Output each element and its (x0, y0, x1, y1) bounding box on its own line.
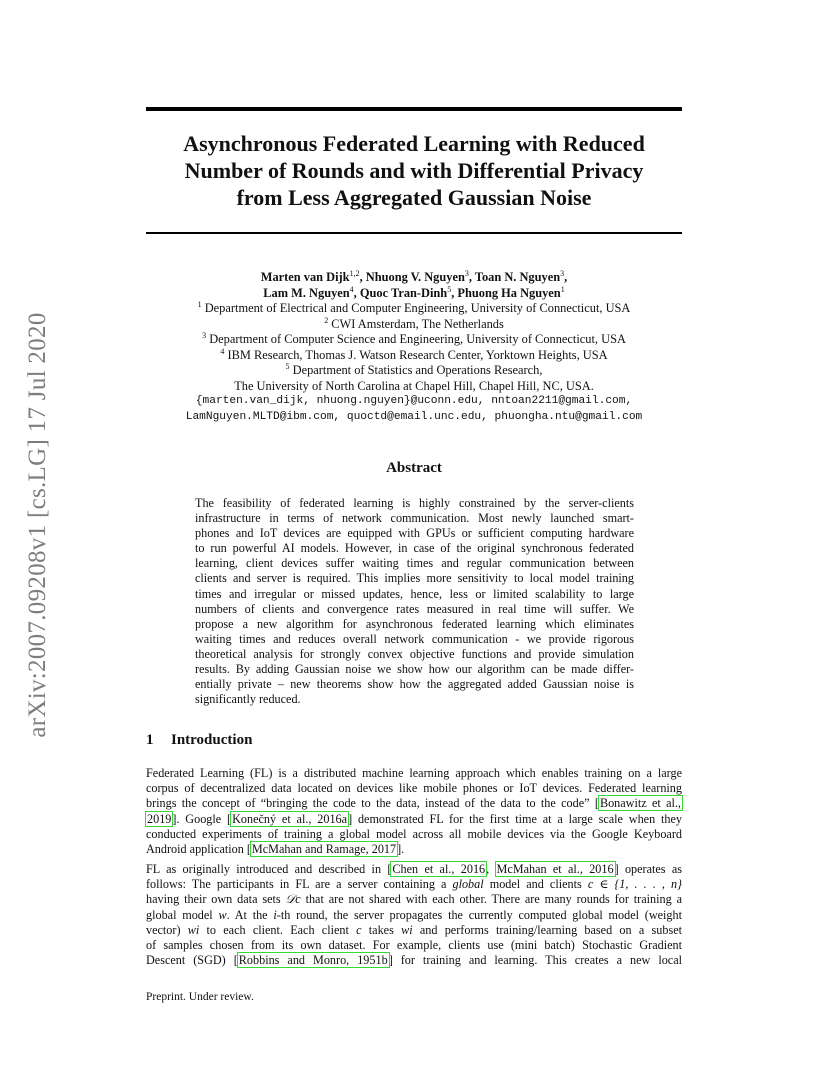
author-block (146, 270, 682, 425)
author-affiliation-mark: 1,2 (349, 268, 360, 278)
affiliation: $^5$ Department of Statistics and Operations Research, (285, 361, 543, 377)
author-name: Lam M. Nguyen (263, 285, 350, 300)
abstract-line: propose a new algorithm for asynchronous federated learning which eliminates (195, 616, 634, 631)
affiliation: $^3$ Department of Computer Science and Engineering, University of Connecticut, USA (202, 330, 626, 346)
citation-link[interactable]: Bonawitz et al., (599, 796, 681, 811)
text-line: FL as originally introduced and described in [Chen et al., 2016, McMahan et al., 2016] operates as (146, 862, 683, 876)
affiliation: $^4$ IBM Research, Thomas J. Watson Research Center, Yorktown Heights, USA (220, 346, 608, 362)
citation-link[interactable]: 2019 (147, 811, 172, 826)
email-line: LamNguyen.MLTD@ibm.com, quoctd@email.unc.edu, phuongha.ntu@gmail.com (185, 410, 643, 423)
abstract-line: phones and IoT devices are equipped with GPUs or sufficient computing hardware (195, 526, 634, 541)
intro-paragraph-1 (146, 766, 682, 857)
title-top-rule (146, 107, 682, 111)
abstract-line: infrastructure in terms of network communication. Most newly launched smart- (195, 511, 634, 526)
author-name: Marten van Dijk (260, 270, 350, 284)
citation-link[interactable]: McMahan et al., 2016 (496, 862, 614, 876)
intro-paragraph-2 (146, 862, 682, 968)
author-name: Nhuong V. Nguyen (365, 270, 465, 284)
author-line: Lam M. Nguyen$^4$, Quoc Tran-Dinh$^5$, Phuong Ha Nguyen$^1$ (263, 284, 565, 300)
abstract-line: theoretical analysis for strongly convex objective functions and provide simulation (195, 646, 634, 661)
abstract-heading: Abstract (386, 460, 442, 476)
author-affiliation-mark: 5 (447, 284, 452, 294)
abstract-line: significantly reduced. (195, 692, 301, 707)
abstract-line: results. By adding Gaussian noise we show how our algorithm can be made differ- (195, 662, 634, 677)
text-line: 2019]. Google [Konečný et al., 2016a] demonstrated FL for the first time at a large scale when they (147, 811, 683, 826)
affiliation-continuation: The University of North Carolina at Chapel Hill, Chapel Hill, NC, USA. (234, 378, 594, 393)
citation-link[interactable]: McMahan and Ramage, 2017 (251, 842, 397, 857)
text-line: vector) wi to each client. Each client c takes wi and performs training/learning based on a subset (146, 922, 682, 937)
author-name: Toan N. Nguyen (474, 270, 561, 284)
text-line: Federated Learning (FL) is a distributed machine learning approach which enables training on a large (146, 766, 682, 780)
abstract-line: learning, client devices suffer waiting times and regular communication between (195, 556, 634, 571)
email-line: {marten.van_dijk, nhuong.nguyen}@uconn.edu, nntoan2211@gmail.com, (195, 395, 633, 407)
text-line: of samples chosen from its own dataset. For example, clients use (mini batch) Stochastic Gradient (146, 938, 682, 953)
section-heading (146, 732, 252, 749)
title-line: Number of Rounds and with Differential Privacy (184, 158, 644, 183)
citation-link[interactable]: Chen et al., 2016 (392, 862, 486, 876)
author-affiliation-mark: 3 (464, 268, 469, 278)
text-line: Descent (SGD) [Robbins and Monro, 1951b] for training and learning. This creates a new local (146, 953, 682, 968)
abstract-line: clients and server is required. This implies more sensitivity to local model training (195, 571, 634, 586)
abstract-body (195, 496, 634, 707)
author-affiliation-mark: 3 (560, 268, 565, 278)
affiliation: $^2$ CWI Amsterdam, The Netherlands (324, 315, 504, 331)
title-line: from Less Aggregated Gaussian Noise (236, 185, 592, 210)
citation-link[interactable]: Robbins and Monro, 1951b (238, 953, 388, 968)
arxiv-identifier: arXiv:2007.09208v1 [cs.LG] 17 Jul 2020 (24, 312, 51, 738)
paper-title (146, 130, 682, 211)
title-line: Asynchronous Federated Learning with Reduced (183, 131, 645, 156)
citation-link[interactable]: Konečný et al., 2016a (232, 811, 348, 826)
text-line: having their own data sets 𝒟c that are not shared with each other. There are many rounds for training a (146, 892, 682, 907)
text-line: global model w. At the i-th round, the server propagates the currently computed global model (weight (146, 907, 682, 922)
text-line: follows: The participants in FL are a server containing a global model and clients c ∈ {1, . . . , n} (146, 877, 682, 892)
affiliation: $^1$ Department of Electrical and Computer Engineering, University of Connecticut, USA (197, 299, 631, 315)
text-line: corpus of decentralized data located on devices like mobile phones or IoT devices. Federated learning (146, 781, 682, 796)
author-name: Phuong Ha Nguyen (457, 285, 561, 300)
author-name: Quoc Tran-Dinh (359, 285, 448, 300)
author-line: Marten van Dijk$^{1,2}$, Nhuong V. Nguyen$^3$, Toan N. Nguyen$^3$, (260, 268, 568, 284)
page-footer: Preprint. Under review. (146, 991, 254, 1003)
abstract-line: entially private – new theorems show how the aggregated added Gaussian noise is (195, 677, 634, 692)
text-line: Android application [McMahan and Ramage, 2017]. (146, 842, 405, 857)
abstract-line: waiting times and reduces overall network communication - we provide rigorous (195, 631, 634, 646)
text-line: conducted experiments of training a global model across all mobile devices via the Google Keyboard (146, 826, 682, 841)
section-number: 1 (146, 732, 154, 748)
title-bottom-rule (146, 232, 682, 234)
author-affiliation-mark: 4 (349, 284, 354, 294)
abstract-line: The feasibility of federated learning is highly constrained by the server-clients (195, 496, 634, 510)
author-affiliation-mark: 1 (560, 284, 565, 294)
abstract-line: times and irregular or missed updates, hence, less or limited scalability to large (195, 586, 634, 601)
math-expression: 𝒟c (285, 892, 301, 907)
abstract-line: numbers of clients and convergence rates measured in real time will suffer. We (195, 601, 634, 616)
math-expression: c ∈ {1, . . . , n} (587, 877, 682, 892)
text-line: brings the concept of “bringing the code to the data, instead of the data to the code” [Bonawitz et al., (146, 796, 681, 811)
section-title: Introduction (171, 732, 253, 748)
abstract-line: to run powerful AI models. However, in case of the original synchronous federated (195, 541, 634, 556)
